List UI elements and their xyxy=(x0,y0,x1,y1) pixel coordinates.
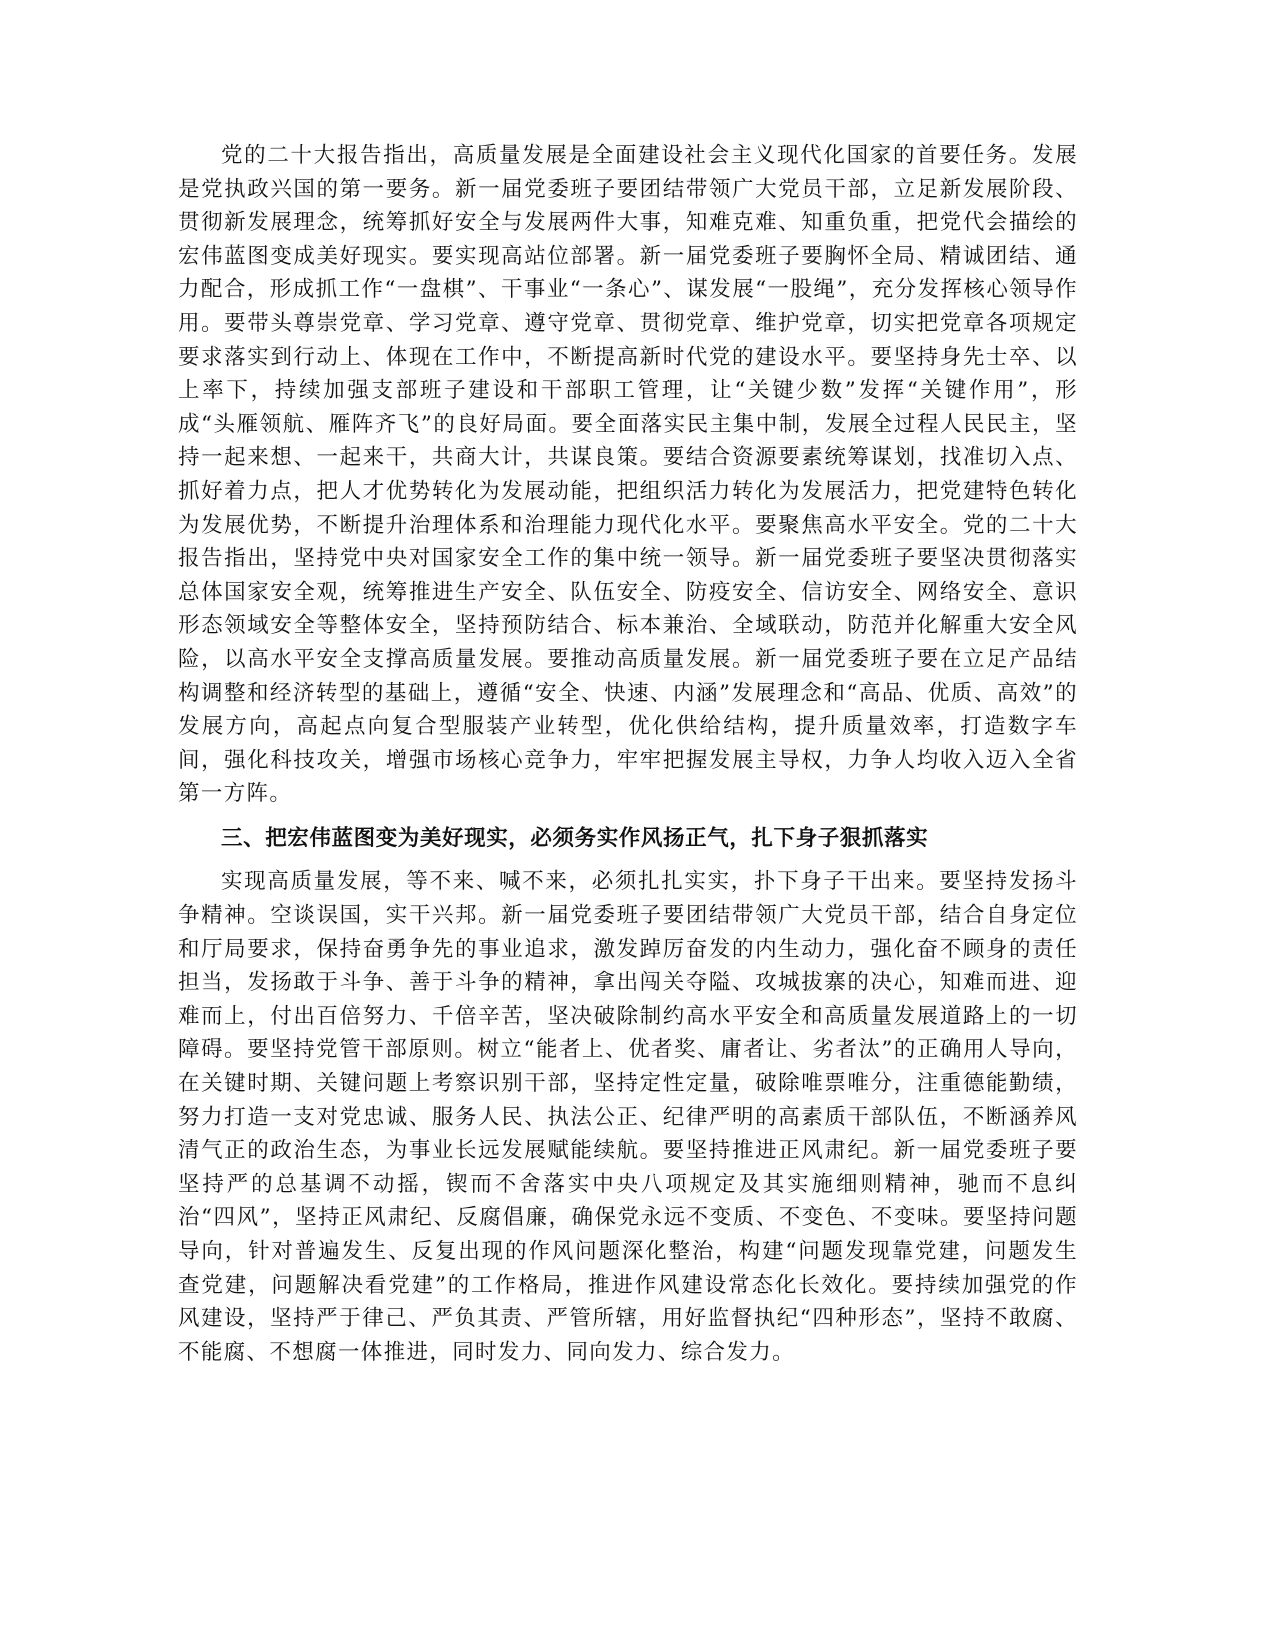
body-paragraph-1: 党的二十大报告指出，高质量发展是全面建设社会主义现代化国家的首要任务。发展是党执政兴国的第一要务。新一届党委班子要团结带领广大党员干部，立足新发展阶段、贯彻新发展理念，统筹抓好安全与发展两件大事，知难克难、知重负重，把党代会描绘的宏伟蓝图变成美好现实。要实现高站位部署。新一届党委班子要胸怀全局、精诚团结、通力配合，形成抓工作“一盘棋”、干事业“一条心”、谋发展“一股绳”，充分发挥核心领导作用。要带头尊崇党章、学习党章、遵守党章、贯彻党章、维护党章，切实把党章各项规定要求落实到行动上、体现在工作中，不断提高新时代党的建设水平。要坚持身先士卒、以上率下，持续加强支部班子建设和干部职工管理，让“关键少数”发挥“关键作用”，形成“头雁领航、雁阵齐飞”的良好局面。要全面落实民主集中制，发展全过程人民民主，坚持一起来想、一起来干，共商大计，共谋良策。要结合资源要素统筹谋划，找准切入点、抓好着力点，把人才优势转化为发展动能，把组织活力转化为发展活力，把党建特色转化为发展优势，不断提升治理体系和治理能力现代化水平。要聚焦高水平安全。党的二十大报告指出，坚持党中央对国家安全工作的集中统一领导。新一届党委班子要坚决贯彻落实总体国家安全观，统筹推进生产安全、队伍安全、防疫安全、信访安全、网络安全、意识形态领域安全等整体安全，坚持预防结合、标本兼治、全域联动，防范并化解重大安全风险，以高水平安全支撑高质量发展。要推动高质量发展。新一届党委班子要在立足产品结构调整和经济转型的基础上，遵循“安全、快速、内涵”发展理念和“高品、优质、高效”的发展方向，高起点向复合型服装产业转型，优化供给结构，提升质量效率，打造数字车间，强化科技攻关，增强市场核心竞争力，牢牢把握发展主导权，力争人均收入迈入全省第一方阵。 xyxy=(178,143,1078,807)
body-paragraph-2: 实现高质量发展，等不来、喊不来，必须扎扎实实，扑下身子干出来。要坚持发扬斗争精神。空谈误国，实干兴邦。新一届党委班子要团结带领广大党员干部，结合自身定位和厅局要求，保持奋勇争先的事业追求，激发踔厉奋发的内生动力，强化奋不顾身的责任担当，发扬敢于斗争、善于斗争的精神，拿出闯关夺隘、攻城拔寨的决心，知难而进、迎难而上，付出百倍努力、千倍辛苦，坚决破除制约高水平安全和高质量发展道路上的一切障碍。要坚持党管干部原则。树立“能者上、优者奖、庸者让、劣者汰”的正确用人导向，在关键时期、关键问题上考察识别干部，坚持定性定量，破除唯票唯分，注重德能勤绩，努力打造一支对党忠诚、服务人民、执法公正、纪律严明的高素质干部队伍，不断涵养风清气正的政治生态，为事业长远发展赋能续航。要坚持推进正风肃纪。新一届党委班子要坚持严的总基调不动摇，锲而不舍落实中央八项规定及其实施细则精神，驰而不息纠治“四风”，坚持正风肃纪、反腐倡廉，确保党永远不变质、不变色、不变味。要坚持问题导向，针对普遍发生、反复出现的作风问题深化整治，构建“问题发现靠党建，问题发生查党建，问题解决看党建”的工作格局，推进作风建设常态化长效化。要持续加强党的作风建设，坚持严于律己、严负其责、严管所辖，用好监督执纪“四种形态”，坚持不敢腐、不能腐、不想腐一体推进，同时发力、同向发力、综合发力。 xyxy=(178,869,1078,1365)
section-heading-3: 三、把宏伟蓝图变为美好现实，必须务实作风扬正气，扎下身子狠抓落实 xyxy=(221,825,929,851)
document-page xyxy=(178,139,1078,1369)
